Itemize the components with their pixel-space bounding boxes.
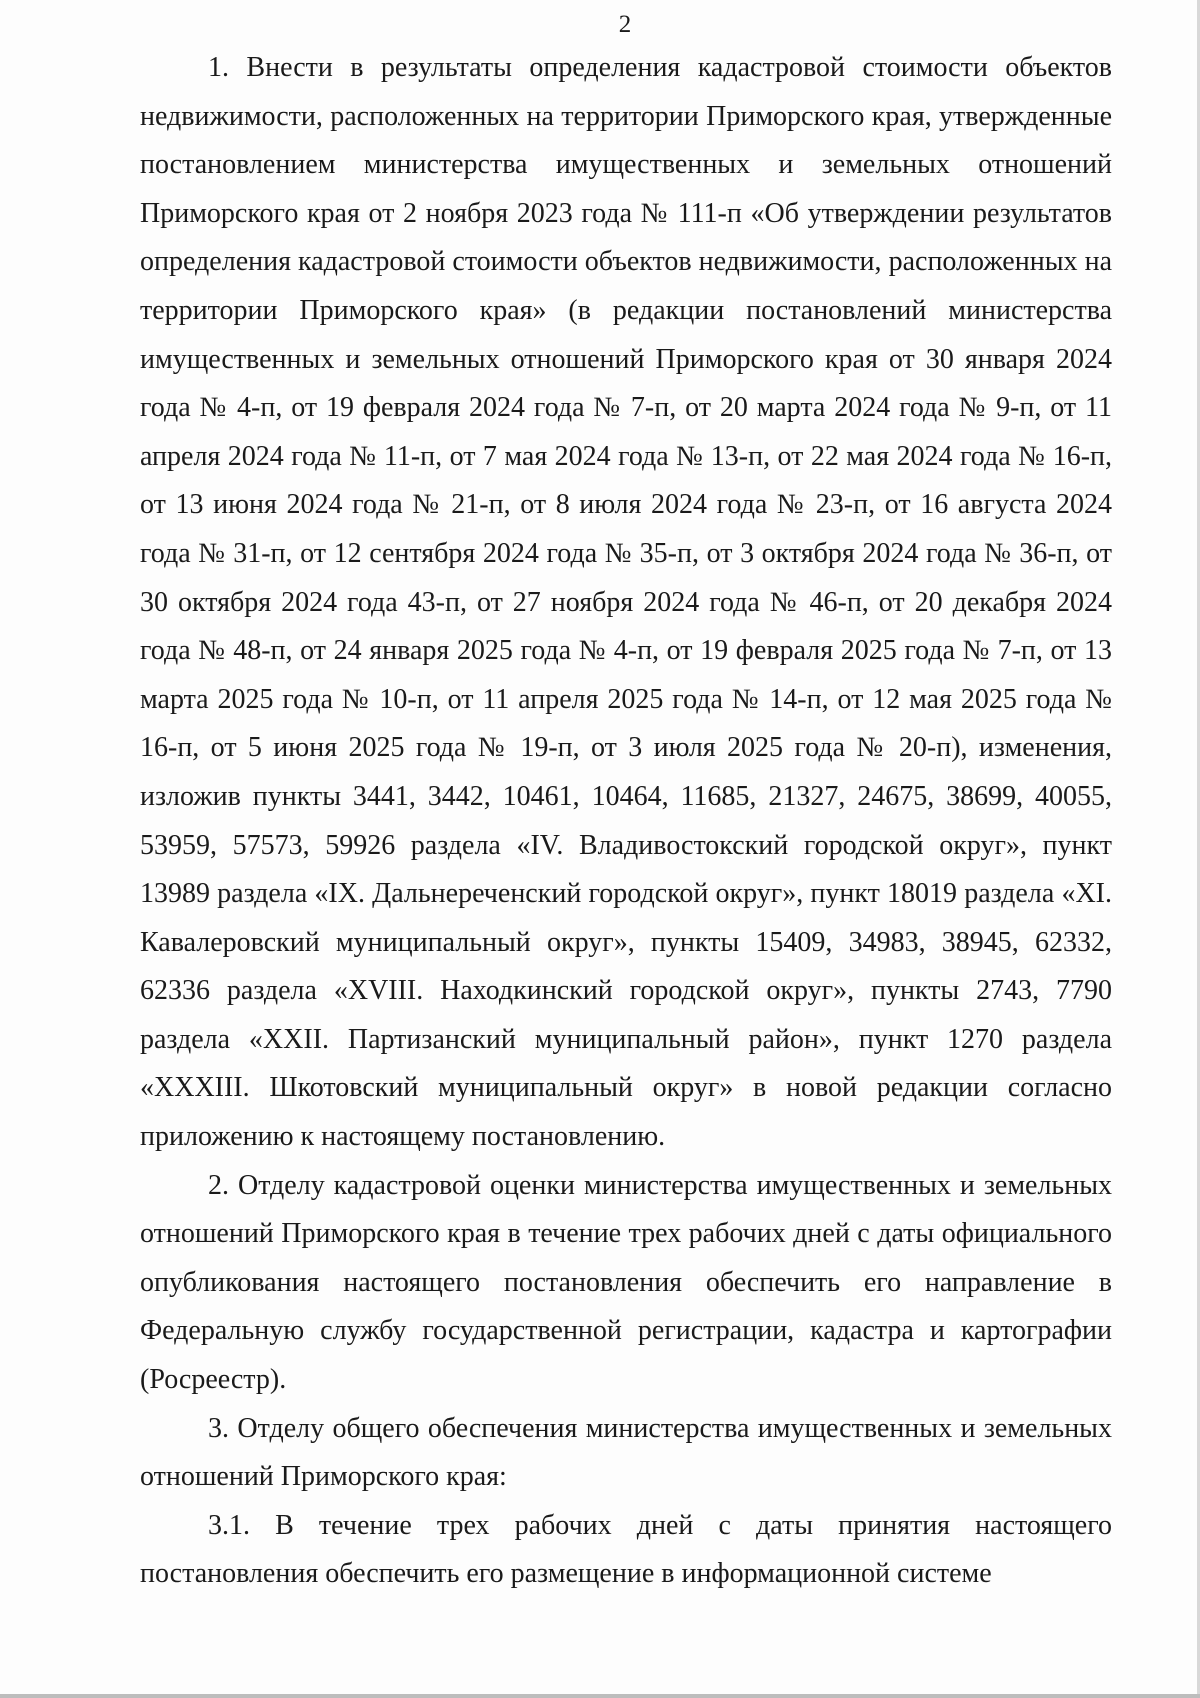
paragraph-3: 3. Отделу общего обеспечения министерства имущественных и земельных отношений Приморского края: — [140, 1412, 1112, 1493]
paragraph-2: 2. Отделу кадастровой оценки министерства имущественных и земельных отношений Приморского края в течение трех рабочих дней с даты официального опубликования настоящего постановления обеспечить его направление в Федеральную службу государственной регистрации, кадастра и картографии (Росреестр). — [140, 1169, 1112, 1396]
scan-edge-bottom — [0, 1694, 1200, 1698]
paragraph-1: 1. Внести в результаты определения кадастровой стоимости объектов недвижимости, расположенных на территории Приморского края, утвержденные постановлением министерства имущественных и земельных отношений Приморского края от 2 ноября 2023 года № 111-п «Об утверждении результатов определения кадастровой стоимости объектов недвижимости, расположенных на территории Приморского края» (в редакции постановлений министерства имущественных и земельных отношений Приморского края от 30 января 2024 года № 4-п, от 19 февраля 2024 года № 7-п, от 20 марта 2024 года № 9-п, от 11 апреля 2024 года № 11-п, от 7 мая 2024 года № 13-п, от 22 мая 2024 года № 16-п, от 13 июня 2024 года № 21-п, от 8 июля 2024 года № 23-п, от 16 августа 2024 года № 31-п, от 12 сентября 2024 года № 35-п, от 3 октября 2024 года № 36-п, от 30 октября 2024 года 43-п, от 27 ноября 2024 года № 46-п, от 20 декабря 2024 года № 48-п, от 24 января 2025 года № 4-п, от 19 февраля 2025 года № 7-п, от 13 марта 2025 года № 10-п, от 11 апреля 2025 года № 14-п, от 12 мая 2025 года № 16-п, от 5 июня 2025 года № 19-п, от 3 июля 2025 года № 20-п), изменения, изложив пункты 3441, 3442, 10461, 10464, 11685, 21327, 24675, 38699, 40055, 53959, 57573, 59926 раздела «IV. Владивостокский городской округ», пункт 13989 раздела «IX. Дальнереченский городской округ», пункт 18019 раздела «XI. Кавалеровский муниципальный округ», пункты 15409, 34983, 38945, 62332, 62336 раздела «XVIII. Находкинский городской округ», пункты 2743, 7790 раздела «XXII. Партизанский муниципальный район», пункт 1270 раздела «XXXIII. Шкотовский муниципальный округ» в новой редакции согласно приложению к настоящему постановлению. — [140, 52, 1112, 1153]
page-number: 2 — [618, 11, 632, 38]
document-body — [140, 44, 1112, 1599]
paragraph-3-1: 3.1. В течение трех рабочих дней с даты принятия настоящего постановления обеспечить его размещение в информационной системе — [140, 1509, 1112, 1590]
